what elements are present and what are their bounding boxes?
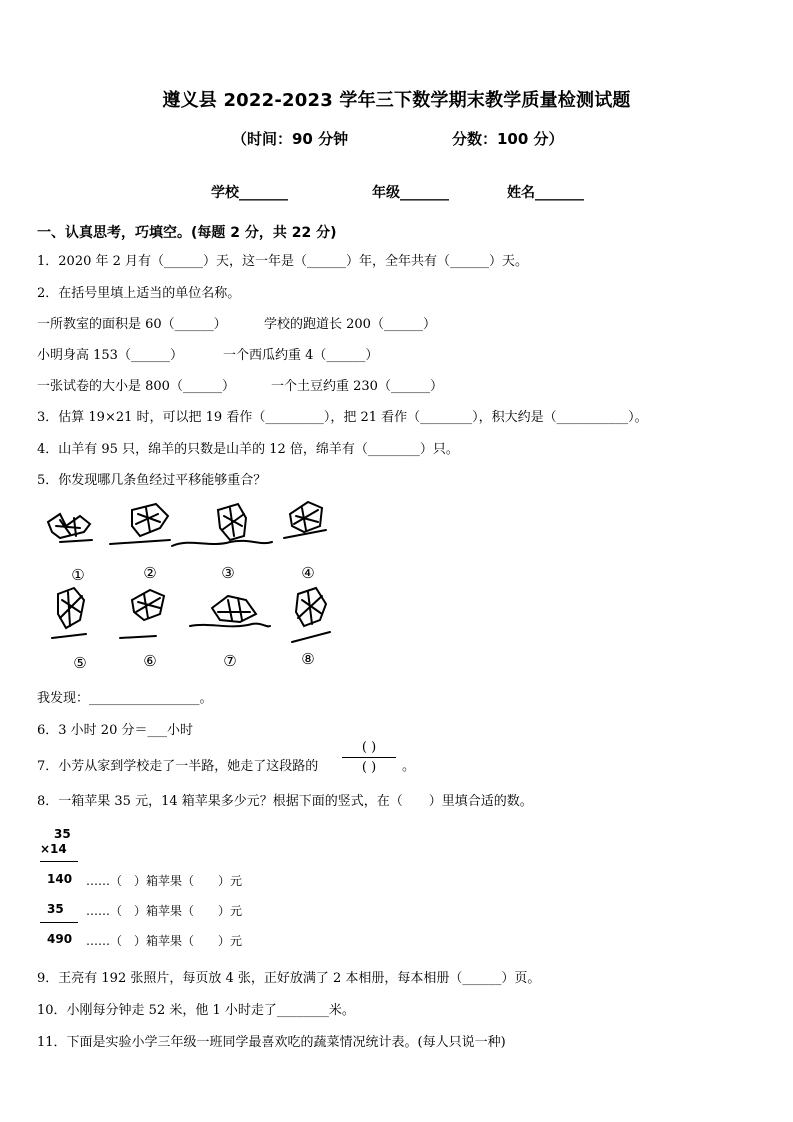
fraction-bar [342,757,396,758]
fish-label-7: ⑦ [223,652,237,670]
fraction-numerator: ( ) [361,740,377,755]
fish-label-8: ⑧ [301,650,315,668]
question-7-end: 。 [402,759,416,774]
question-1: 1．2020 年 2 月有（______）天，这一年是（______）年，全年共有（______）天。 [37,254,529,269]
grade-field: 年级_______ [372,185,449,201]
question-6: 6．3 小时 20 分＝___小时 [37,723,193,738]
fish-label-4: ④ [301,564,315,582]
fish-1-drawing [48,514,92,542]
vertical-top: 35 [54,827,71,841]
exam-time: （时间：90 分钟 [232,130,349,148]
fish-label-5: ⑤ [73,654,87,672]
question-7: 7．小芳从家到学校走了一半路，她走了这段路的 [37,759,319,774]
question-2: 2．在括号里填上适当的单位名称。 [37,286,241,301]
vertical-row-1-text: ……（ ）箱苹果（ ）元 [86,874,243,888]
question-10: 10．小刚每分钟走 52 米，他 1 小时走了________米。 [37,1003,355,1018]
question-2a: 一所教室的面积是 60（______） [37,317,227,332]
question-4: 4．山羊有 95 只，绵羊的只数是山羊的 12 倍，绵羊有（________）只。 [37,442,459,457]
question-8: 8．一箱苹果 35 元，14 箱苹果多少元？根据下面的竖式，在（ ）里填合适的数。 [37,794,533,809]
fish-6-drawing [120,590,164,638]
question-3: 3．估算 19×21 时，可以把 19 看作（_________），把 21 看作（________），积大约是（___________）。 [37,410,648,425]
fish-3-drawing [172,504,272,546]
question-2d: 一个西瓜约重 4（______） [223,348,379,363]
question-9: 9．王亮有 192 张照片，每页放 4 张，正好放满了 2 本相册，每本相册（______）页。 [37,971,541,986]
question-2e: 一张试卷的大小是 800（______） [37,379,235,394]
vertical-line-1 [40,861,78,862]
exam-score: 分数：100 分） [452,130,564,148]
fraction-blank [338,740,400,775]
fish-7-drawing [190,596,270,626]
section-title: 一、认真思考，巧填空。(每题 2 分，共 22 分) [37,225,337,241]
school-field: 学校_______ [211,185,288,201]
page-title: 遵义县 2022-2023 学年三下数学期末教学质量检测试题 [162,90,631,111]
fish-2-drawing [110,504,170,544]
fish-8-drawing [292,588,330,642]
fraction-denominator: ( ) [361,760,377,775]
fish-5-drawing [52,588,86,638]
vertical-row-3-text: ……（ ）箱苹果（ ）元 [86,934,243,948]
question-5: 5．你发现哪几条鱼经过平移能够重合？ [37,473,267,488]
fish-4-drawing [284,502,326,538]
name-field: 姓名_______ [507,185,584,201]
question-11: 11．下面是实验小学三年级一班同学最喜欢吃的蔬菜情况统计表。(每人只说一种) [37,1035,506,1050]
question-2b: 学校的跑道长 200（______） [264,317,436,332]
vertical-row-3: 490 [47,932,73,946]
question-2f: 一个土豆约重 230（______） [271,379,443,394]
vertical-row-2-text: ……（ ）箱苹果（ ）元 [86,904,243,918]
fish-label-3: ③ [221,564,235,582]
vertical-row-1: 140 [47,872,73,886]
fish-figure [40,496,340,674]
question-5-answer: 我发现：_________________。 [37,691,213,706]
vertical-multiplier: ×14 [40,842,67,856]
fish-label-2: ② [143,564,157,582]
vertical-line-2 [40,922,78,923]
vertical-row-2: 35 [47,902,64,916]
fish-label-1: ① [71,566,85,584]
question-2c: 小明身高 153（______） [37,348,183,363]
fish-label-6: ⑥ [143,652,157,670]
